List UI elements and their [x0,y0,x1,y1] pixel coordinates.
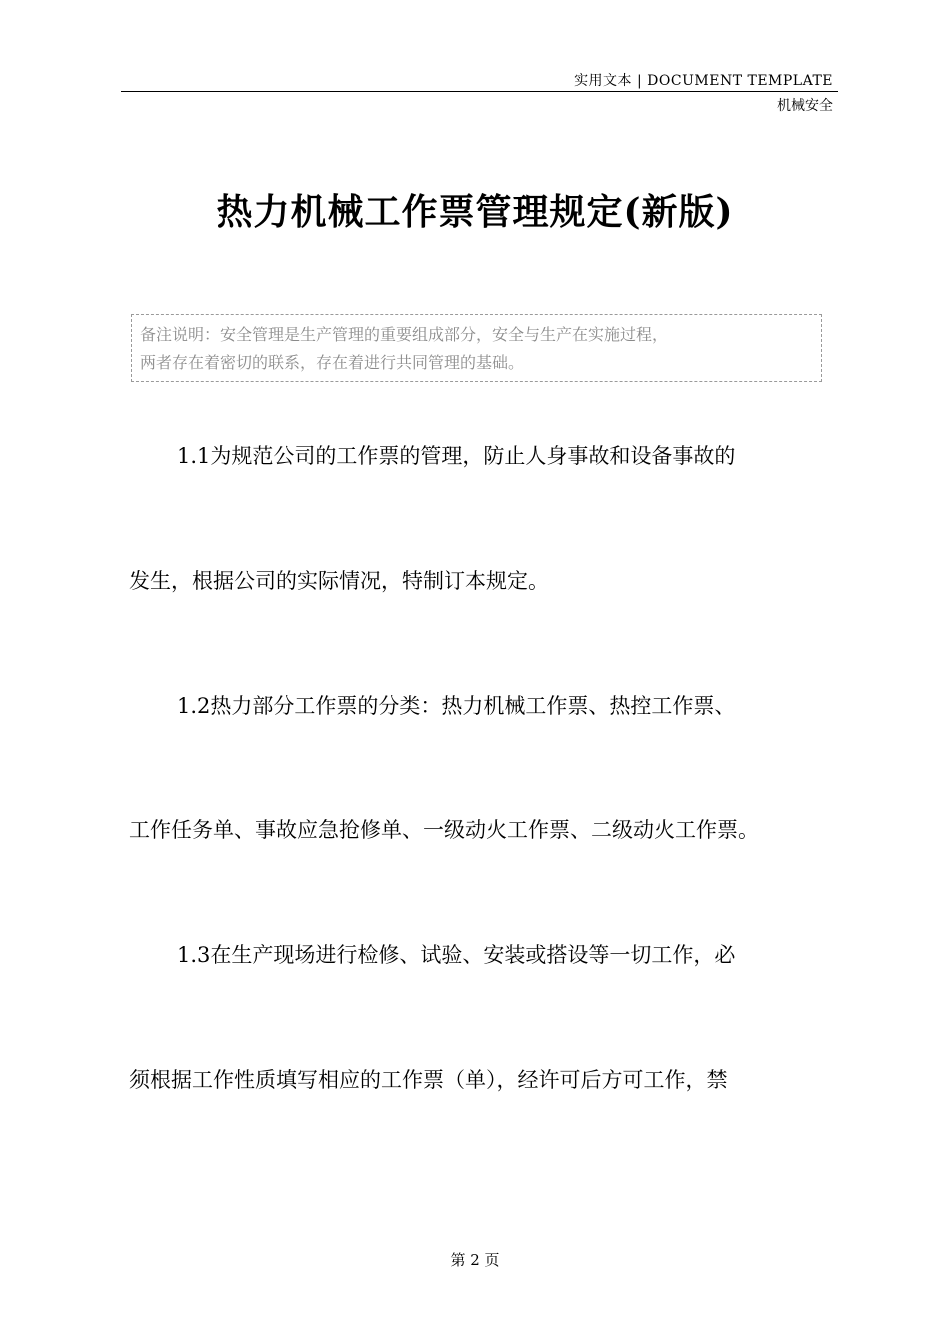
paragraph-line-6: 须根据工作性质填写相应的工作票（单），经许可后方可工作，禁 [129,1068,728,1092]
header-category: 机械安全 [777,98,833,114]
note-box [131,314,822,382]
page-number: 第 2 页 [450,1251,500,1269]
note-line-1: 备注说明：安全管理是生产管理的重要组成部分，安全与生产在实施过程， [140,325,669,344]
paragraph-line-5: 1.3在生产现场进行检修、试验、安装或搭设等一切工作，必 [177,943,736,967]
document-title: 热力机械工作票管理规定(新版) [216,191,734,233]
header-divider [121,91,838,92]
header-template-label: 实用文本 | DOCUMENT TEMPLATE [574,73,833,89]
paragraph-line-2: 发生，根据公司的实际情况，特制订本规定。 [129,569,549,593]
paragraph-line-4: 工作任务单、事故应急抢修单、一级动火工作票、二级动火工作票。 [129,818,759,842]
paragraph-line-3: 1.2热力部分工作票的分类：热力机械工作票、热控工作票、 [177,694,736,718]
note-line-2: 两者存在着密切的联系，存在着进行共同管理的基础。 [140,353,525,372]
paragraph-line-1: 1.1为规范公司的工作票的管理，防止人身事故和设备事故的 [177,444,736,468]
